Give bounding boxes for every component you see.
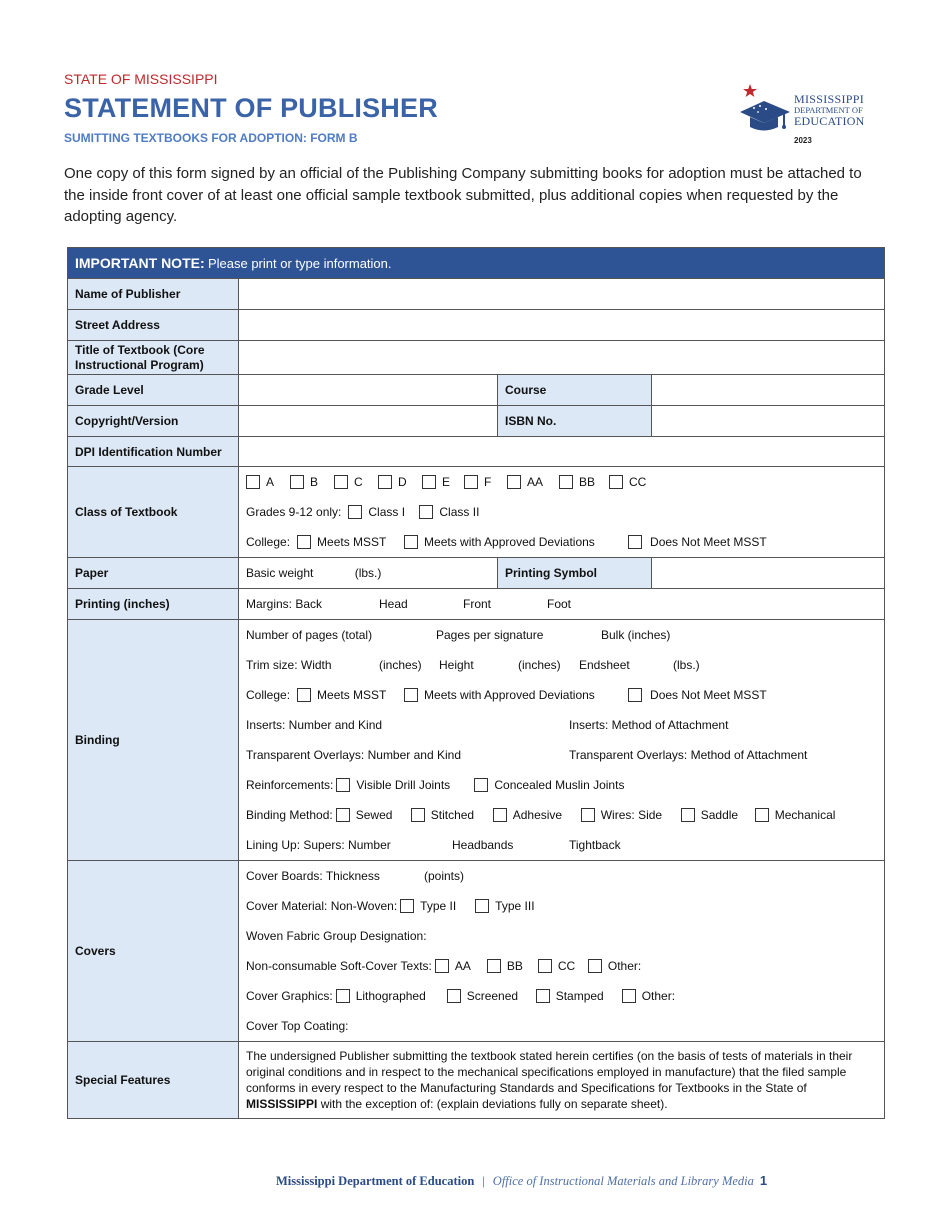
binding-cell: [239, 620, 885, 861]
inserts-line: [246, 710, 877, 740]
covers-cell: [239, 861, 885, 1042]
publisher-form: [67, 247, 885, 1119]
pages-line: [246, 620, 877, 650]
overlays-line: [246, 740, 877, 770]
grades-line: [246, 497, 877, 527]
page-number: 1: [759, 1173, 768, 1188]
checkbox[interactable]: [681, 808, 695, 822]
cover-material-label: Cover Material: Non-Woven:: [246, 899, 398, 913]
publisher-name-label: Name of Publisher: [68, 279, 239, 310]
lining-line: [246, 830, 877, 860]
checkbox[interactable]: [559, 475, 573, 489]
copyright-label: Copyright/Version: [68, 406, 239, 437]
checkbox[interactable]: [755, 808, 769, 822]
margins-front: Front: [463, 597, 492, 611]
visible-drill-option[interactable]: Visible Drill Joints: [336, 778, 474, 792]
method-saddle[interactable]: Saddle: [681, 808, 755, 822]
meets-deviations-option[interactable]: Meets with Approved Deviations: [404, 688, 628, 702]
important-note-text: Please print or type information.: [207, 256, 392, 271]
checkbox[interactable]: [378, 475, 392, 489]
cover-material-line: [246, 891, 877, 921]
class-option-f[interactable]: F: [464, 475, 507, 489]
type-iii-option[interactable]: Type III: [475, 899, 534, 913]
checkbox[interactable]: [348, 505, 362, 519]
logo-line-2: DEPARTMENT OF: [794, 105, 863, 115]
publisher-name-field[interactable]: [239, 279, 885, 310]
dpi-field[interactable]: [239, 437, 885, 467]
checkbox[interactable]: [507, 475, 521, 489]
meets-msst-option[interactable]: Meets MSST: [297, 688, 404, 702]
class-option-d[interactable]: D: [378, 475, 422, 489]
logo-year: 2023: [794, 136, 812, 145]
margins-foot: Foot: [547, 597, 572, 611]
page-title: STATEMENT OF PUBLISHER: [64, 93, 438, 123]
checkbox[interactable]: [419, 505, 433, 519]
lbs-label: (lbs.): [354, 566, 382, 580]
checkbox[interactable]: [336, 989, 350, 1003]
checkbox[interactable]: [404, 688, 418, 702]
checkbox[interactable]: [336, 778, 350, 792]
table-row: [68, 310, 885, 341]
margins-head: Head: [379, 597, 408, 611]
checkbox[interactable]: [411, 808, 425, 822]
binding-college-line: [246, 680, 877, 710]
table-row: [68, 375, 885, 406]
graphics-lithographed[interactable]: Lithographed: [336, 989, 447, 1003]
checkbox[interactable]: [297, 688, 311, 702]
reinforcements-label: Reinforcements:: [246, 778, 334, 792]
binding-label: Binding: [68, 620, 239, 861]
inserts-number: Inserts: Number and Kind: [246, 718, 383, 732]
class-of-textbook-cell: [239, 467, 885, 558]
overlays-method: Transparent Overlays: Method of Attachment: [569, 748, 808, 762]
trim-inches-2: (inches): [518, 658, 561, 672]
table-row: [68, 437, 885, 467]
logo-line-1: MISSISSIPPI: [794, 92, 864, 106]
table-row: [68, 589, 885, 620]
soft-aa-option[interactable]: AA: [435, 959, 487, 973]
street-address-label: Street Address: [68, 310, 239, 341]
lining-up-supers: Lining Up: Supers: Number: [246, 838, 391, 852]
checkbox[interactable]: [487, 959, 501, 973]
printing-symbol-field[interactable]: [652, 558, 885, 589]
class-option-aa[interactable]: AA: [507, 475, 559, 489]
top-coating-line: [246, 1011, 877, 1041]
margins-back: Margins: Back: [246, 597, 323, 611]
printing-symbol-label: Printing Symbol: [498, 558, 652, 589]
checkbox[interactable]: [422, 475, 436, 489]
trim-height: Height: [439, 658, 474, 672]
certification-text: The undersigned Publisher submitting the textbook stated herein certifies (on the basis of tests of materials in their original conditions and in respect to the mechanical specifications employed in manufacture) that the filed sample conforms in every respect to the Manufacturing Standards and Specifications for Textbooks in the State of MISSISSIPPI with the exception of: (explain deviations fully on separate sheet).: [246, 1049, 853, 1111]
binding-method-line: [246, 800, 877, 830]
printing-inches-label: Printing (inches): [68, 589, 239, 620]
graphics-screened[interactable]: Screened: [447, 989, 536, 1003]
checkbox[interactable]: [464, 475, 478, 489]
table-row: [68, 341, 885, 375]
soft-other-option[interactable]: Other:: [588, 959, 641, 973]
margins-cell[interactable]: [239, 589, 885, 620]
checkbox[interactable]: [334, 475, 348, 489]
important-note-strong: IMPORTANT NOTE:: [75, 255, 205, 271]
checkbox[interactable]: [400, 899, 414, 913]
woven-fabric: Woven Fabric Group Designation:: [246, 929, 427, 943]
inserts-method: Inserts: Method of Attachment: [569, 718, 729, 732]
checkbox[interactable]: [447, 989, 461, 1003]
table-row: [68, 558, 885, 589]
class-ii-option[interactable]: Class II: [419, 505, 479, 519]
endsheet-lbs: (lbs.): [673, 658, 700, 672]
college-label: College:: [246, 688, 291, 702]
table-row: [68, 1042, 885, 1119]
woven-line: [246, 921, 877, 951]
overlays-number: Transparent Overlays: Number and Kind: [246, 748, 461, 762]
trim-inches-1: (inches): [379, 658, 422, 672]
soft-bb-option[interactable]: BB: [487, 959, 538, 973]
checkbox[interactable]: [297, 535, 311, 549]
concealed-muslin-option[interactable]: Concealed Muslin Joints: [474, 778, 624, 792]
cert-state: MISSISSIPPI: [246, 1097, 318, 1111]
footer-dept: Mississippi Department of Education: [276, 1174, 475, 1188]
checkbox[interactable]: [628, 688, 642, 702]
checkbox[interactable]: [628, 535, 642, 549]
footer-separator: |: [482, 1174, 485, 1188]
soft-cover-line: [246, 951, 877, 981]
paper-label: Paper: [68, 558, 239, 589]
method-adhesive[interactable]: Adhesive: [493, 808, 581, 822]
class-option-b[interactable]: B: [290, 475, 334, 489]
tightback: Tightback: [569, 838, 621, 852]
mde-logo: [738, 82, 878, 150]
method-stitched[interactable]: Stitched: [411, 808, 493, 822]
textbook-title-field[interactable]: [239, 341, 885, 375]
does-not-meet-option[interactable]: Does Not Meet MSST: [628, 688, 767, 702]
logo-line-3: EDUCATION: [794, 114, 865, 128]
class-option-bb[interactable]: BB: [559, 475, 609, 489]
class-option-a[interactable]: A: [246, 475, 290, 489]
headbands: Headbands: [452, 838, 514, 852]
binding-method-label: Binding Method:: [246, 808, 333, 822]
reinforcements-line: [246, 770, 877, 800]
class-option-cc[interactable]: CC: [609, 475, 646, 489]
meets-deviations-option[interactable]: Meets with Approved Deviations: [404, 535, 628, 549]
street-address-field[interactable]: [239, 310, 885, 341]
cover-boards: Cover Boards: Thickness: [246, 869, 380, 883]
footer-office: Office of Instructional Materials and Library Media: [492, 1174, 754, 1188]
class-option-e[interactable]: E: [422, 475, 464, 489]
table-row: [68, 620, 885, 861]
endsheet: Endsheet: [579, 658, 630, 672]
important-note: [68, 248, 885, 279]
checkbox[interactable]: [336, 808, 350, 822]
bulk-inches: Bulk (inches): [601, 628, 671, 642]
page-footer: [276, 1173, 767, 1189]
isbn-field[interactable]: [652, 406, 885, 437]
method-wires-side[interactable]: Wires: Side: [581, 808, 681, 822]
checkbox[interactable]: [538, 959, 552, 973]
type-ii-option[interactable]: Type II: [400, 899, 475, 913]
grade-level-field[interactable]: [239, 375, 498, 406]
pages-per-signature: Pages per signature: [436, 628, 544, 642]
checkbox[interactable]: [588, 959, 602, 973]
meets-msst-option[interactable]: Meets MSST: [297, 535, 404, 549]
textbook-title-label: Title of Textbook (Core Instructional Program): [68, 341, 239, 375]
college-label: College:: [246, 535, 291, 549]
table-row: [68, 467, 885, 558]
dpi-label: DPI Identification Number: [68, 437, 239, 467]
checkbox[interactable]: [475, 899, 489, 913]
graduation-cap-icon: [738, 82, 794, 132]
class-option-c[interactable]: C: [334, 475, 378, 489]
checkbox[interactable]: [536, 989, 550, 1003]
table-row: [68, 406, 885, 437]
class-options-line: [246, 467, 877, 497]
trim-line: [246, 650, 877, 680]
page-subtitle: SUMITTING TEXTBOOKS FOR ADOPTION: FORM B: [64, 131, 358, 145]
paper-cell[interactable]: [239, 558, 498, 589]
checkbox[interactable]: [435, 959, 449, 973]
checkbox[interactable]: [246, 475, 260, 489]
does-not-meet-option[interactable]: Does Not Meet MSST: [628, 535, 767, 549]
covers-label: Covers: [68, 861, 239, 1042]
table-row: [68, 861, 885, 1042]
method-mechanical[interactable]: Mechanical: [755, 808, 836, 822]
checkbox[interactable]: [581, 808, 595, 822]
checkbox[interactable]: [290, 475, 304, 489]
intro-paragraph: One copy of this form signed by an official of the Publishing Company submitting books for adoption must be attached to the inside front cover of at least one official sample textbook submitted, plus additional copies when requested by the adopting agency.: [64, 165, 862, 225]
course-label: Course: [498, 375, 652, 406]
isbn-label: ISBN No.: [498, 406, 652, 437]
cover-graphics-line: [246, 981, 877, 1011]
checkbox[interactable]: [474, 778, 488, 792]
soft-cover-label: Non-consumable Soft-Cover Texts:: [246, 959, 432, 973]
special-features-label: Special Features: [68, 1042, 239, 1119]
grade-level-label: Grade Level: [68, 375, 239, 406]
cover-graphics-label: Cover Graphics:: [246, 989, 333, 1003]
method-sewed[interactable]: Sewed: [336, 808, 411, 822]
pages-total: Number of pages (total): [246, 628, 373, 642]
college-line: [246, 527, 877, 557]
cover-points: (points): [424, 869, 465, 883]
checkbox[interactable]: [622, 989, 636, 1003]
checkbox[interactable]: [609, 475, 623, 489]
copyright-field[interactable]: [239, 406, 498, 437]
cover-top-coating: Cover Top Coating:: [246, 1019, 349, 1033]
class-of-textbook-label: Class of Textbook: [68, 467, 239, 558]
graphics-stamped[interactable]: Stamped: [536, 989, 622, 1003]
soft-cc-option[interactable]: CC: [538, 959, 588, 973]
course-field[interactable]: [652, 375, 885, 406]
grades-label: Grades 9-12 only:: [246, 505, 342, 519]
trim-width: Trim size: Width: [246, 658, 332, 672]
important-note-row: [68, 248, 885, 279]
table-row: [68, 279, 885, 310]
checkbox[interactable]: [404, 535, 418, 549]
special-features-cell: [239, 1042, 885, 1119]
state-label: STATE OF MISSISSIPPI: [64, 71, 218, 87]
basic-weight-label: Basic weight: [246, 566, 314, 580]
graphics-other[interactable]: Other:: [622, 989, 675, 1003]
checkbox[interactable]: [493, 808, 507, 822]
class-i-option[interactable]: Class I: [348, 505, 419, 519]
cover-boards-line: [246, 861, 877, 891]
